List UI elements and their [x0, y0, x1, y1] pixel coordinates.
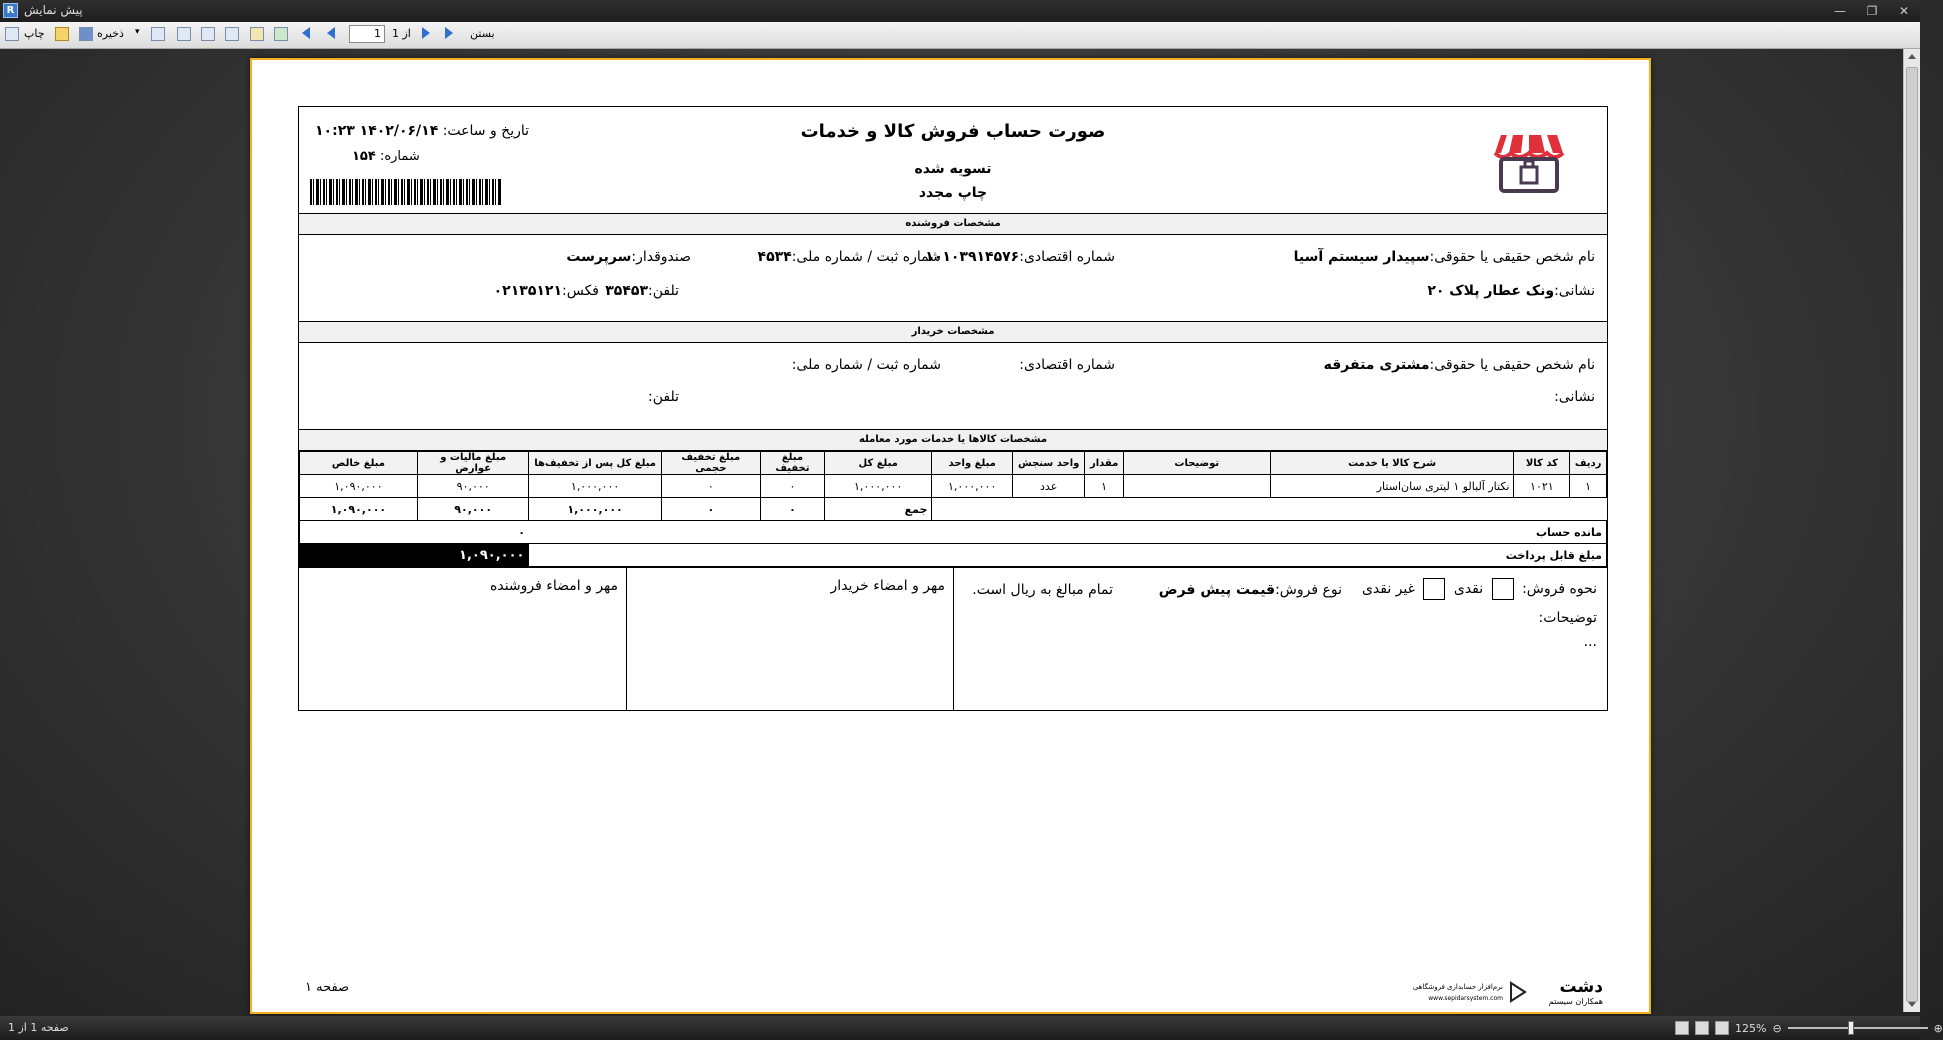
view-fit-icon[interactable] [1715, 1021, 1729, 1035]
cell-vol-discount: ۰ [661, 475, 760, 498]
cell-total: ۱,۰۰۰,۰۰۰ [824, 475, 931, 498]
invoice-footer [299, 567, 1607, 710]
number-value: ۱۵۴ [352, 149, 376, 164]
invoice-title: صورت حساب فروش کالا و خدمات [800, 121, 1106, 142]
first-page-icon[interactable] [302, 27, 310, 43]
brand-website: www.sepidarsystem.com [1428, 995, 1503, 1002]
col-header: مبلغ تخفیف [760, 452, 824, 475]
status-page-info: صفحه 1 از 1 [8, 1021, 69, 1034]
page-count-label: از 1 [392, 27, 411, 40]
page-number-input[interactable]: 1 [349, 25, 385, 43]
items-header-row [300, 452, 1607, 475]
col-header: مبلغ کل پس از تخفیف‌ها [529, 452, 661, 475]
seller-name-value: سپیدار سیستم آسیا [1293, 249, 1430, 265]
save-dropdown-icon[interactable]: ▾ [135, 27, 140, 37]
sale-method: نحوه فروش: نقدی غیر نقدی [1362, 578, 1597, 600]
report-page [250, 58, 1651, 1014]
minimize-button[interactable]: — [1834, 4, 1846, 18]
zoom-controls [1675, 1020, 1943, 1036]
next-page-icon[interactable] [422, 27, 430, 43]
settlement-status: تسویه شده [914, 161, 992, 177]
seller-signature-box [299, 568, 626, 710]
brand-tagline: نرم‌افزار حسابداری فروشگاهی [1412, 983, 1503, 991]
close-preview-button[interactable]: بستن [470, 27, 495, 40]
col-header: توضیحات [1123, 452, 1270, 475]
seller-address: نشانی:ونک عطار پلاک ۲۰ [1427, 283, 1595, 299]
col-header: واحد سنجش [1013, 452, 1085, 475]
cell-qty: ۱ [1085, 475, 1124, 498]
prev-page-icon[interactable] [327, 27, 335, 43]
open-icon[interactable] [55, 27, 69, 43]
items-table [299, 451, 1607, 567]
rial-note: تمام مبالغ به ریال است. [972, 582, 1113, 598]
col-header: مبلغ مالیات و عوارض [417, 452, 529, 475]
seller-phone: تلفن:۳۵۴۵۳ [605, 283, 679, 299]
preview-toolbar [0, 22, 1920, 49]
cell-after-discount: ۱,۰۰۰,۰۰۰ [529, 475, 661, 498]
notes-value: ... [1583, 634, 1597, 650]
invoice-header [299, 107, 1607, 213]
number-label: شماره: [379, 149, 420, 164]
cell-row: ۱ [1570, 475, 1607, 498]
page-setup-icon[interactable] [201, 27, 215, 43]
date-label: تاریخ و ساعت: [442, 123, 530, 139]
sum-net: ۱,۰۹۰,۰۰۰ [300, 498, 418, 521]
window-controls [1824, 0, 1920, 22]
app-icon: R [3, 3, 18, 18]
cell-code: ۱۰۲۱ [1514, 475, 1570, 498]
find-icon[interactable] [177, 27, 191, 43]
sum-tax: ۹۰,۰۰۰ [417, 498, 529, 521]
sale-info [953, 568, 1607, 710]
zoom-in-icon[interactable]: ⊕ [1933, 1021, 1943, 1035]
col-header: ردیف [1570, 452, 1607, 475]
cash-checkbox[interactable] [1492, 578, 1514, 600]
close-window-button[interactable]: ✕ [1898, 4, 1910, 18]
export-icon[interactable] [274, 27, 288, 43]
sum-row [300, 498, 1607, 521]
save-button[interactable]: ذخیره [97, 27, 124, 40]
cell-unit-price: ۱,۰۰۰,۰۰۰ [932, 475, 1013, 498]
zoom-slider[interactable] [1788, 1027, 1928, 1029]
scroll-up-icon[interactable] [1908, 54, 1916, 59]
barcode [310, 179, 502, 205]
view-multi-icon[interactable] [1695, 1021, 1709, 1035]
page-footer-number: صفحه ۱ [305, 980, 350, 995]
col-header: شرح کالا یا خدمت [1270, 452, 1514, 475]
cashier: صندوقدار:سرپرست [566, 249, 691, 265]
date-value: ۱۴۰۲/۰۶/۱۴ ۱۰:۲۳ [315, 123, 439, 139]
col-header: مبلغ واحد [932, 452, 1013, 475]
brand-name: دشت [1559, 977, 1603, 997]
notes-label: توضیحات: [1538, 610, 1597, 626]
email-icon[interactable] [151, 27, 165, 43]
seller-name: نام شخص حقیقی یا حقوقی:سپیدار سیستم آسیا [1293, 249, 1595, 265]
sale-type: نوع فروش:قیمت پیش فرض [1158, 582, 1342, 598]
zoom-level: 125% [1735, 1021, 1767, 1035]
buyer-eco-number: شماره اقتصادی: [1019, 357, 1115, 373]
buyer-name: نام شخص حقیقی یا حقوقی:مشتری متفرقه [1323, 357, 1595, 373]
payable-value: ۱,۰۹۰,۰۰۰ [300, 544, 529, 567]
scroll-down-icon[interactable] [1908, 1002, 1916, 1007]
seller-signature-label: مهر و امضاء فروشنده [490, 578, 618, 594]
window-titlebar [0, 0, 1920, 22]
seller-reg-number: شماره ثبت / شماره ملی:۴۵۳۴ [757, 249, 941, 265]
brand-logo [1412, 977, 1603, 1009]
cell-desc: نکتار آلبالو ۱ لیتری سان‌استار [1270, 475, 1514, 498]
col-header: مبلغ خالص [300, 452, 418, 475]
noncash-checkbox[interactable] [1423, 578, 1445, 600]
buyer-signature-label: مهر و امضاء خریدار [830, 578, 945, 594]
col-header: مبلغ کل [824, 452, 931, 475]
sum-discount: ۰ [760, 498, 824, 521]
last-page-icon[interactable] [445, 27, 453, 43]
invoice-date [315, 123, 529, 139]
view-single-icon[interactable] [1675, 1021, 1689, 1035]
scroll-thumb[interactable] [1906, 67, 1918, 1002]
seller-eco-number: شماره اقتصادی:۱۰۱۰۳۹۱۴۵۷۶ [925, 249, 1115, 265]
buyer-address: نشانی: [1554, 389, 1595, 405]
cell-net: ۱,۰۹۰,۰۰۰ [300, 475, 418, 498]
zoom-icon[interactable] [225, 27, 239, 43]
buyer-phone: تلفن: [648, 389, 679, 405]
table-row [300, 475, 1607, 498]
balance-value: ۰ [300, 521, 529, 544]
print-button[interactable]: چاپ [24, 27, 45, 40]
seller-fax: فکس:۰۲۱۳۵۱۲۱ [493, 283, 599, 299]
cell-unit: عدد [1013, 475, 1085, 498]
col-header: مقدار [1085, 452, 1124, 475]
items-section-title: مشخصات کالاها یا خدمات مورد معامله [299, 429, 1607, 451]
sum-after-discount: ۱,۰۰۰,۰۰۰ [529, 498, 661, 521]
buyer-section-title: مشخصات خریدار [299, 321, 1607, 343]
zoom-out-icon[interactable]: ⊖ [1772, 1021, 1782, 1035]
col-header: کد کالا [1514, 452, 1570, 475]
brand-mark-icon [1509, 981, 1527, 1003]
cell-tax: ۹۰,۰۰۰ [417, 475, 529, 498]
maximize-button[interactable]: ❐ [1866, 4, 1878, 18]
reprint-label: چاپ مجدد [918, 185, 988, 201]
save-icon[interactable] [79, 27, 93, 43]
seller-details [299, 235, 1607, 321]
col-header: مبلغ تخفیف حجمی [661, 452, 760, 475]
buyer-details [299, 343, 1607, 429]
edit-icon[interactable] [250, 27, 264, 43]
status-bar [0, 1016, 1943, 1040]
sum-label: جمع [824, 498, 931, 521]
invoice [298, 106, 1608, 711]
buyer-reg-number: شماره ثبت / شماره ملی: [791, 357, 941, 373]
invoice-number [352, 149, 420, 164]
buyer-signature-box [626, 568, 953, 710]
balance-label: مانده حساب [529, 521, 1607, 544]
print-icon[interactable] [5, 27, 19, 43]
cell-notes [1123, 475, 1270, 498]
window-title: پیش نمایش [24, 3, 83, 17]
seller-section-title: مشخصات فروشنده [299, 213, 1607, 235]
balance-row [300, 521, 1607, 544]
cell-discount: ۰ [760, 475, 824, 498]
payable-label: مبلغ قابل پرداخت [529, 544, 1607, 567]
brand-sub: همکاران سیستم [1548, 997, 1603, 1006]
sum-vol-discount: ۰ [661, 498, 760, 521]
vertical-scrollbar[interactable] [1903, 49, 1920, 1012]
payable-row [300, 544, 1607, 567]
zoom-slider-knob[interactable] [1848, 1021, 1854, 1035]
